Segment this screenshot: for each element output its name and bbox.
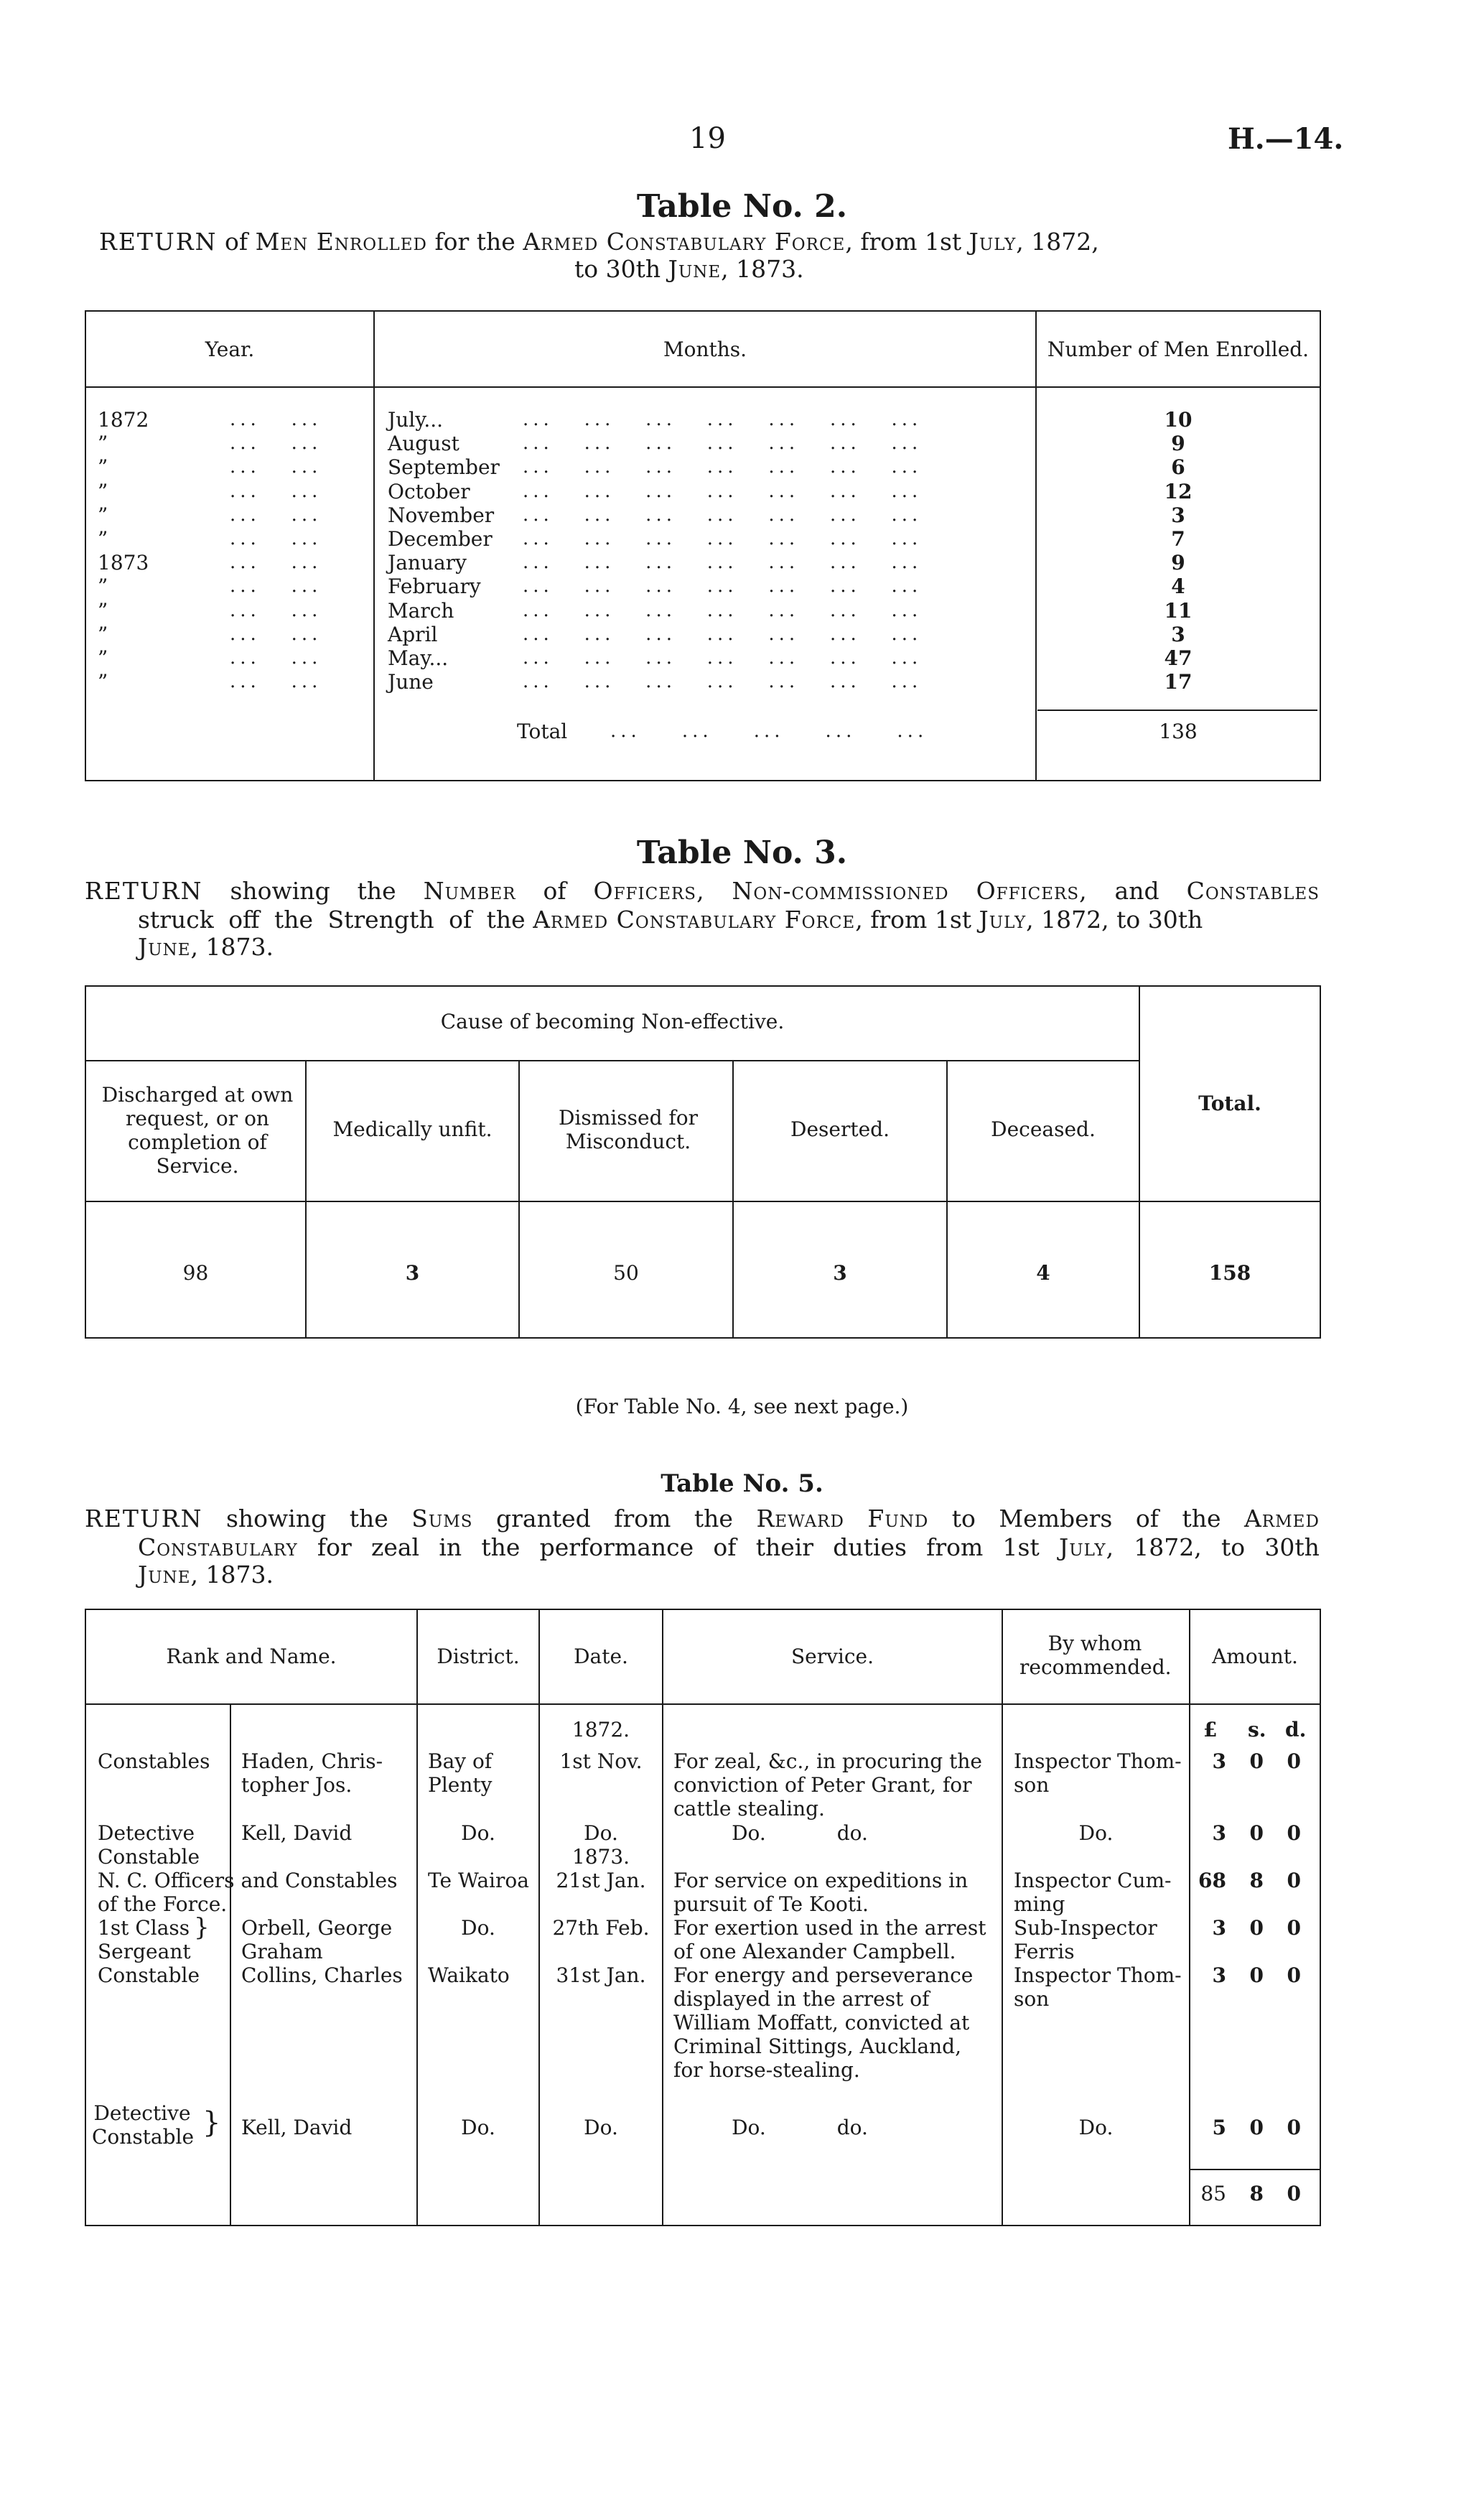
table5-row3-date: 21st Jan. — [556, 1869, 646, 1892]
table5-header-rank-name: Rank and Name. — [166, 1645, 337, 1668]
table5-amount-shillings: 0 — [1249, 1749, 1264, 1773]
table2-subtitle: RETURN of Men Enrolled for the Armed Constabulary Force, from 1st July, 1872, — [99, 228, 1099, 256]
table2-enrolled-cell: 12 — [1164, 480, 1193, 503]
table2-month-leader: ... ... ... ... ... ... ... — [523, 480, 923, 502]
table2-enrolled-cell: 11 — [1164, 599, 1193, 623]
table2-month-leader: ... ... ... ... ... ... ... — [523, 623, 923, 645]
table5-amount-shillings: 0 — [1249, 1916, 1264, 1940]
table2-year-leader: ... ... — [230, 600, 322, 621]
table5-row6-district: Do. — [461, 2116, 495, 2139]
table5-header-district: District. — [437, 1645, 520, 1668]
table5-amount-pounds: 3 — [1212, 1821, 1226, 1845]
table5-row2-name: Kell, David — [241, 1821, 353, 1845]
table2-year-leader: ... ... — [230, 480, 322, 502]
table4-note: (For Table No. 4, see next page.) — [575, 1395, 909, 1418]
table2-enrolled-cell: 9 — [1171, 551, 1185, 575]
table2-month-leader: ... ... ... ... ... ... ... — [523, 456, 923, 478]
table2-year-leader: ... ... — [230, 456, 322, 478]
table5-amount-shillings: 8 — [1249, 1869, 1264, 1892]
table2-year-cell: ” — [98, 575, 108, 598]
page-number: 19 — [689, 122, 726, 155]
table5-row4-district: Do. — [461, 1916, 495, 1940]
table5-subtitle-line2: Constabulary for zeal in the performance of their duties from 1st July, 1872, to 30th — [138, 1533, 1320, 1561]
table2-month-leader: ... ... ... ... ... ... ... — [523, 432, 923, 454]
table2-year-cell: 1873 — [98, 551, 149, 575]
table2-enrolled-cell: 17 — [1164, 670, 1193, 694]
table5-amount-shillings: 0 — [1249, 2116, 1264, 2139]
table5-row1-rank: Constables — [98, 1749, 210, 1773]
table3-header-deserted: Deserted. — [790, 1117, 890, 1141]
table2-year-cell: ” — [98, 480, 108, 503]
table2-total-label: Total — [517, 720, 568, 743]
table3-header-deceased: Deceased. — [991, 1117, 1096, 1141]
table5-row2-rank: Detective Constable — [98, 1821, 200, 1869]
table2-enrolled-cell: 4 — [1171, 575, 1185, 598]
table5-shillings-header: s. — [1248, 1718, 1266, 1741]
table3-header-unfit: Medically unfit. — [332, 1117, 493, 1141]
table2-month-leader: ... ... ... ... ... ... ... — [523, 671, 923, 692]
table5-row3-district: Te Wairoa — [428, 1869, 529, 1892]
table5-row4-date: 27th Feb. — [552, 1916, 650, 1940]
table2-month-cell: October — [388, 480, 470, 503]
table5-amount-pounds: 68 — [1198, 1869, 1226, 1892]
table2-year-cell: ” — [98, 623, 108, 646]
table2-year-cell: ” — [98, 527, 108, 551]
table5-row5-date: 31st Jan. — [556, 1963, 646, 1987]
table5-row1-district: Bay of Plenty — [428, 1749, 493, 1797]
table2-month-cell: August — [388, 432, 459, 455]
table2-year-cell: ” — [98, 599, 108, 623]
table5-row5-service: For energy and perseverance displayed in the arrest of William Moffatt, convicted at Criminal Sittings, Auckland, for horse-stealing. — [673, 1963, 974, 2082]
table5-row5-district: Waikato — [428, 1963, 510, 1987]
table5-header-date: Date. — [574, 1645, 628, 1668]
table3-value-total: 158 — [1208, 1261, 1251, 1285]
table3-value-deserted: 3 — [833, 1261, 847, 1285]
table5-year-1873: 1873. — [571, 1845, 630, 1869]
table5-row4-service: For exertion used in the arrest of one Alexander Campbell. — [673, 1916, 986, 1963]
table2-header-year: Year. — [205, 338, 255, 361]
table2-total-value: 138 — [1159, 720, 1198, 743]
table5-row6-brace: } — [202, 2106, 221, 2139]
table5-amount-shillings: 0 — [1249, 1821, 1264, 1845]
table2-year-leader: ... ... — [230, 528, 322, 549]
table2-month-cell: May... — [388, 646, 449, 670]
table5-row6-by-whom: Do. — [1078, 2116, 1114, 2139]
table2-year-leader: ... ... — [230, 432, 322, 454]
table5-row4-rank: 1st Class Sergeant — [98, 1916, 191, 1963]
table2-month-leader: ... ... ... ... ... ... ... — [523, 504, 923, 526]
table2-month-cell: April — [388, 623, 438, 646]
table2-enrolled-cell: 10 — [1164, 408, 1193, 432]
table2-year-cell: ” — [98, 432, 108, 455]
table5-amount-pence: 0 — [1287, 1963, 1301, 1987]
table2-month-cell: December — [388, 527, 493, 551]
table5-amount-pence: 0 — [1287, 1821, 1301, 1845]
table2-month-cell: November — [388, 503, 495, 527]
table5-total-pence: 0 — [1287, 2182, 1301, 2205]
table2-month-cell: February — [388, 575, 481, 598]
table3-title: Table No. 3. — [636, 834, 848, 871]
table3-value-deceased: 4 — [1036, 1261, 1050, 1285]
table2-month-leader: ... ... ... ... ... ... ... — [523, 552, 923, 573]
table3-subtitle-line3: June, 1873. — [138, 933, 274, 961]
table5-subtitle-line1: RETURN showing the Sums granted from the Reward Fund to Members of the Armed — [85, 1505, 1320, 1533]
table2-year-leader: ... ... — [230, 552, 322, 573]
table5-amount-pence: 0 — [1287, 1749, 1301, 1773]
table5-row3-service: For service on expeditions in pursuit of Te Kooti. — [673, 1869, 969, 1916]
table5-amount-pounds: 3 — [1212, 1749, 1226, 1773]
table2-month-leader: ... ... ... ... ... ... ... — [523, 575, 923, 597]
table2-month-cell: June — [388, 670, 434, 694]
table2-enrolled-cell: 7 — [1171, 527, 1185, 551]
table2-year-leader: ... ... — [230, 409, 322, 430]
table2-month-cell: March — [388, 599, 454, 623]
table3-value-dismissed: 50 — [613, 1261, 639, 1285]
table5-amount-shillings: 0 — [1249, 1963, 1264, 1987]
table2-month-cell: September — [388, 455, 500, 479]
table5-amount-pounds: 5 — [1212, 2116, 1226, 2139]
table2-month-leader: ... ... ... ... ... ... ... — [523, 528, 923, 549]
table2-enrolled-cell: 47 — [1164, 646, 1193, 670]
table5-row4-name: Orbell, George Graham — [241, 1916, 393, 1963]
table5-row6-date: Do. — [584, 2116, 618, 2139]
table2-total-leader: ... ... ... ... ... — [610, 720, 928, 742]
table5-year-1872: 1872. — [571, 1718, 630, 1741]
table5-row6-name: Kell, David — [241, 2116, 353, 2139]
table5-pounds-header: £ — [1203, 1718, 1218, 1741]
table5-title: Table No. 5. — [661, 1469, 823, 1498]
table2-year-cell: ” — [98, 503, 108, 527]
table5-row5-by-whom: Inspector Thom-son — [1014, 1963, 1182, 2011]
table2-enrolled-cell: 3 — [1171, 623, 1185, 646]
table2-year-cell: ” — [98, 455, 108, 479]
document-reference: H.—14. — [1228, 122, 1344, 156]
table5-row1-by-whom: Inspector Thom-son — [1014, 1749, 1182, 1797]
table2-enrolled-cell: 6 — [1171, 455, 1185, 479]
table2-year-cell: ” — [98, 670, 108, 694]
table3-header-dismissed: Dismissed for Misconduct. — [558, 1106, 699, 1153]
table2-subtitle-line2: to 30th June, 1873. — [574, 255, 804, 283]
table5-header-amount: Amount. — [1212, 1645, 1298, 1668]
table5-row5-rank: Constable — [98, 1963, 200, 1987]
table2-year-cell: 1872 — [98, 408, 149, 432]
table2-header-enrolled: Number of Men Enrolled. — [1047, 338, 1310, 361]
table2-year-leader: ... ... — [230, 623, 322, 645]
table5-row4-by-whom: Sub-Inspector Ferris — [1014, 1916, 1157, 1963]
table5-row5-name: Collins, Charles — [241, 1963, 403, 1987]
table5-row3-by-whom: Inspector Cum-ming — [1014, 1869, 1172, 1916]
table2-month-leader: ... ... ... ... ... ... ... — [523, 409, 923, 430]
table5-row6-service: Do. do. — [732, 2116, 868, 2139]
table5-row1-service: For zeal, &c., in procuring the conviction of Peter Grant, for cattle stealing. — [673, 1749, 982, 1820]
table5-row6-rank: Detective Constable — [92, 2101, 195, 2149]
table5-row2-district: Do. — [461, 1821, 495, 1845]
table3-value-discharged: 98 — [182, 1261, 209, 1285]
table2-year-leader: ... ... — [230, 504, 322, 526]
table5-total-shillings: 8 — [1249, 2182, 1264, 2205]
table5-amount-pence: 0 — [1287, 1869, 1301, 1892]
table2-year-cell: ” — [98, 646, 108, 670]
table2-month-cell: January — [388, 551, 467, 575]
table5-amount-pounds: 3 — [1212, 1963, 1226, 1987]
table5-row2-service: Do. do. — [732, 1821, 868, 1845]
table5-amount-pounds: 3 — [1212, 1916, 1226, 1940]
table5-header-service: Service. — [790, 1645, 874, 1668]
table5-subtitle-line3: June, 1873. — [138, 1561, 274, 1589]
table5-row1-date: 1st Nov. — [559, 1749, 643, 1773]
table2-enrolled-cell: 3 — [1171, 503, 1185, 527]
table5-row1-name: Haden, Chris-topher Jos. — [241, 1749, 383, 1797]
table2-month-cell: July... — [388, 408, 444, 432]
table5-row2-date: Do. — [584, 1821, 618, 1845]
table2-enrolled-cell: 9 — [1171, 432, 1185, 455]
table5-row3-rank: N. C. Officers and Constables of the Force. — [98, 1869, 398, 1916]
table2-title: Table No. 2. — [636, 188, 848, 225]
table5-header-by-whom: By whom recommended. — [1019, 1632, 1172, 1679]
table3-group-header: Cause of becoming Non-effective. — [440, 1010, 785, 1033]
table2-year-leader: ... ... — [230, 647, 322, 669]
table3-header-discharged: Discharged at own request, or on completion of Service. — [101, 1083, 294, 1178]
table5-row2-by-whom: Do. — [1078, 1821, 1114, 1845]
table5-amount-pence: 0 — [1287, 2116, 1301, 2139]
table5-total-pounds: 85 — [1200, 2182, 1226, 2205]
table2-month-leader: ... ... ... ... ... ... ... — [523, 647, 923, 669]
table2-year-leader: ... ... — [230, 575, 322, 597]
table2-year-leader: ... ... — [230, 671, 322, 692]
table3-value-unfit: 3 — [405, 1261, 420, 1285]
table2-header-months: Months. — [663, 338, 747, 361]
table5-pence-header: d. — [1285, 1718, 1307, 1741]
table2-month-leader: ... ... ... ... ... ... ... — [523, 600, 923, 621]
table3-subtitle-line1: RETURN showing the Number of Officers, Non-commissioned Officers, and Constables — [85, 877, 1320, 905]
table3-header-total: Total. — [1198, 1092, 1261, 1115]
table5-row4-brace: } — [194, 1913, 210, 1942]
table3-subtitle-line2: struck off the Strength of the Armed Constabulary Force, from 1st July, 1872, to 30th — [138, 906, 1203, 934]
table5-amount-pence: 0 — [1287, 1916, 1301, 1940]
